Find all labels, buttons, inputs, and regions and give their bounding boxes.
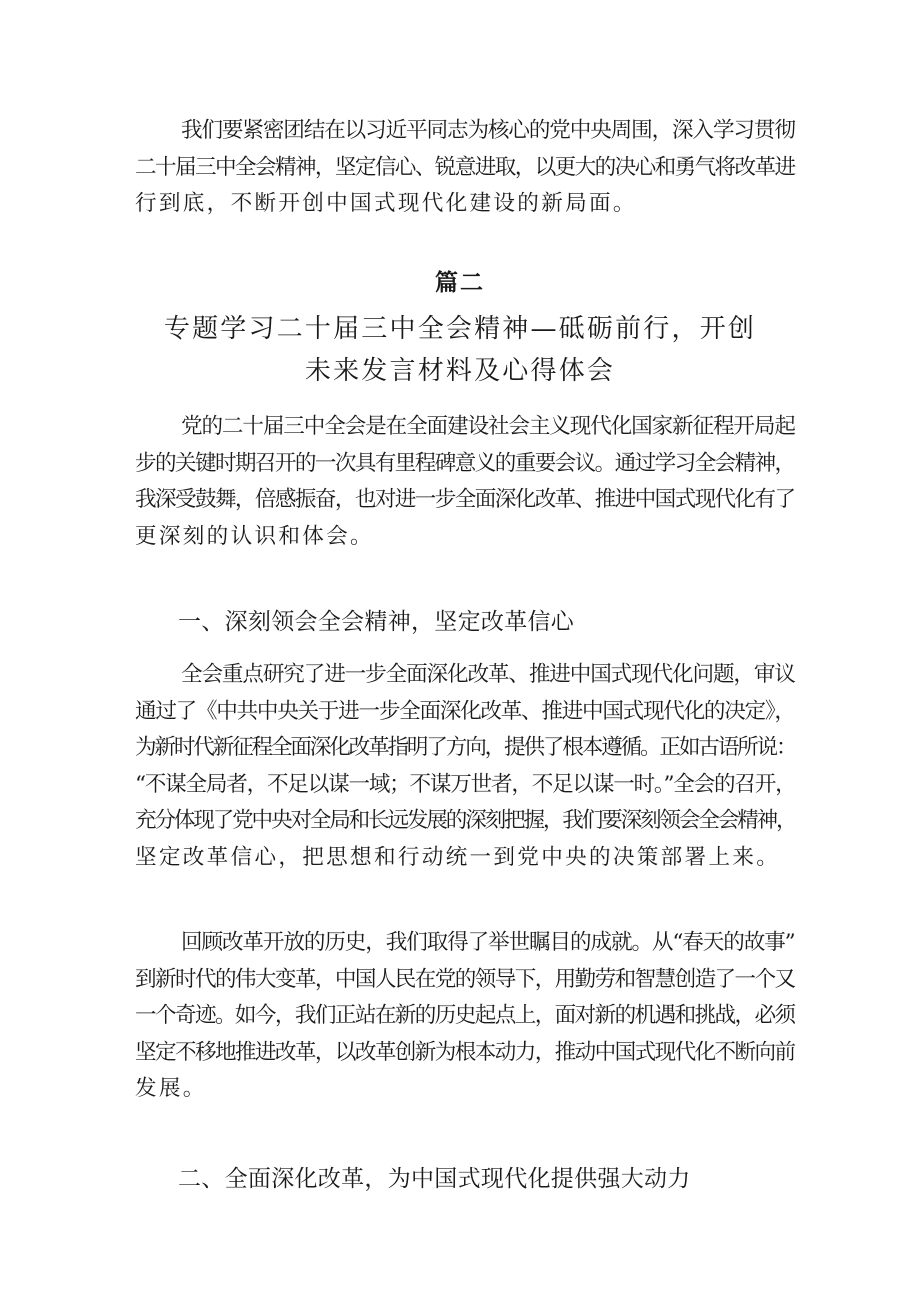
paragraph-line: 坚定不移地推进改革，以改革创新为根本动力，推动中国式现代化不断向前 (135, 1039, 795, 1065)
section-heading-1: 一、深刻领会全会精神，坚定改革信心 (178, 609, 575, 635)
paragraph-line: 步的关键时期召开的一次具有里程碑意义的重要会议。通过学习全会精神， (135, 450, 795, 476)
paragraph-line: 我深受鼓舞，倍感振奋，也对进一步全面深化改革、推进中国式现代化有了 (135, 487, 795, 512)
paragraph-line: 到新时代的伟大变革，中国人民在党的领导下，用勤劳和智慧创造了一个又 (135, 966, 795, 992)
paragraph-line: “不谋全局者，不足以谋一域；不谋万世者，不足以谋一时。”全会的召开， (135, 771, 796, 797)
intro-paragraph (135, 113, 795, 223)
section1-paragraph-2 (135, 925, 795, 1108)
paragraph-line: 二十届三中全会精神，坚定信心、锐意进取，以更大的决心和勇气将改革进 (135, 154, 795, 180)
section-heading-2: 二、全面深化改革，为中国式现代化提供强大动力 (178, 1166, 691, 1192)
chapter-label: 篇二 (435, 270, 485, 296)
title-line: 未来发言材料及心得体会 (304, 356, 616, 386)
paragraph-line: 充分体现了党中央对全局和长远发展的深刻把握，我们要深刻领会全会精神， (135, 808, 796, 833)
paragraph-line: 发展。 (135, 1076, 207, 1101)
paragraph-line: 我们要紧密团结在以习近平同志为核心的党中央周围，深入学习贯彻 (181, 118, 795, 143)
paragraph-line: 坚定改革信心，把思想和行动统一到党中央的决策部署上来。 (135, 844, 781, 870)
paragraph-line: 行到底，不断开创中国式现代化建设的新局面。 (135, 191, 637, 216)
paragraph-line: 为新时代新征程全面深化改革指明了方向，提供了根本遵循。正如古语所说： (135, 735, 796, 760)
paragraph-line: 回顾改革开放的历史，我们取得了举世瞩目的成就。从“春天的故事” (181, 930, 795, 955)
paragraph-line: 一个奇迹。如今，我们正站在新的历史起点上，面对新的机遇和挑战，必须 (135, 1003, 795, 1028)
title-line: 专题学习二十届三中全会精神—砥砺前行，开创 (163, 314, 757, 344)
opening-paragraph (135, 409, 795, 555)
document-title (0, 308, 920, 392)
paragraph-line: 更深刻的认识和体会。 (135, 523, 374, 549)
paragraph-line: 党的二十届三中全会是在全面建设社会主义现代化国家新征程开局起 (181, 414, 795, 439)
paragraph-line: 通过了《中共中央关于进一步全面深化改革、推进中国式现代化的决定》， (135, 698, 795, 724)
section1-paragraph-1 (135, 657, 795, 876)
paragraph-line: 全会重点研究了进一步全面深化改革、推进中国式现代化问题，审议 (181, 662, 795, 687)
